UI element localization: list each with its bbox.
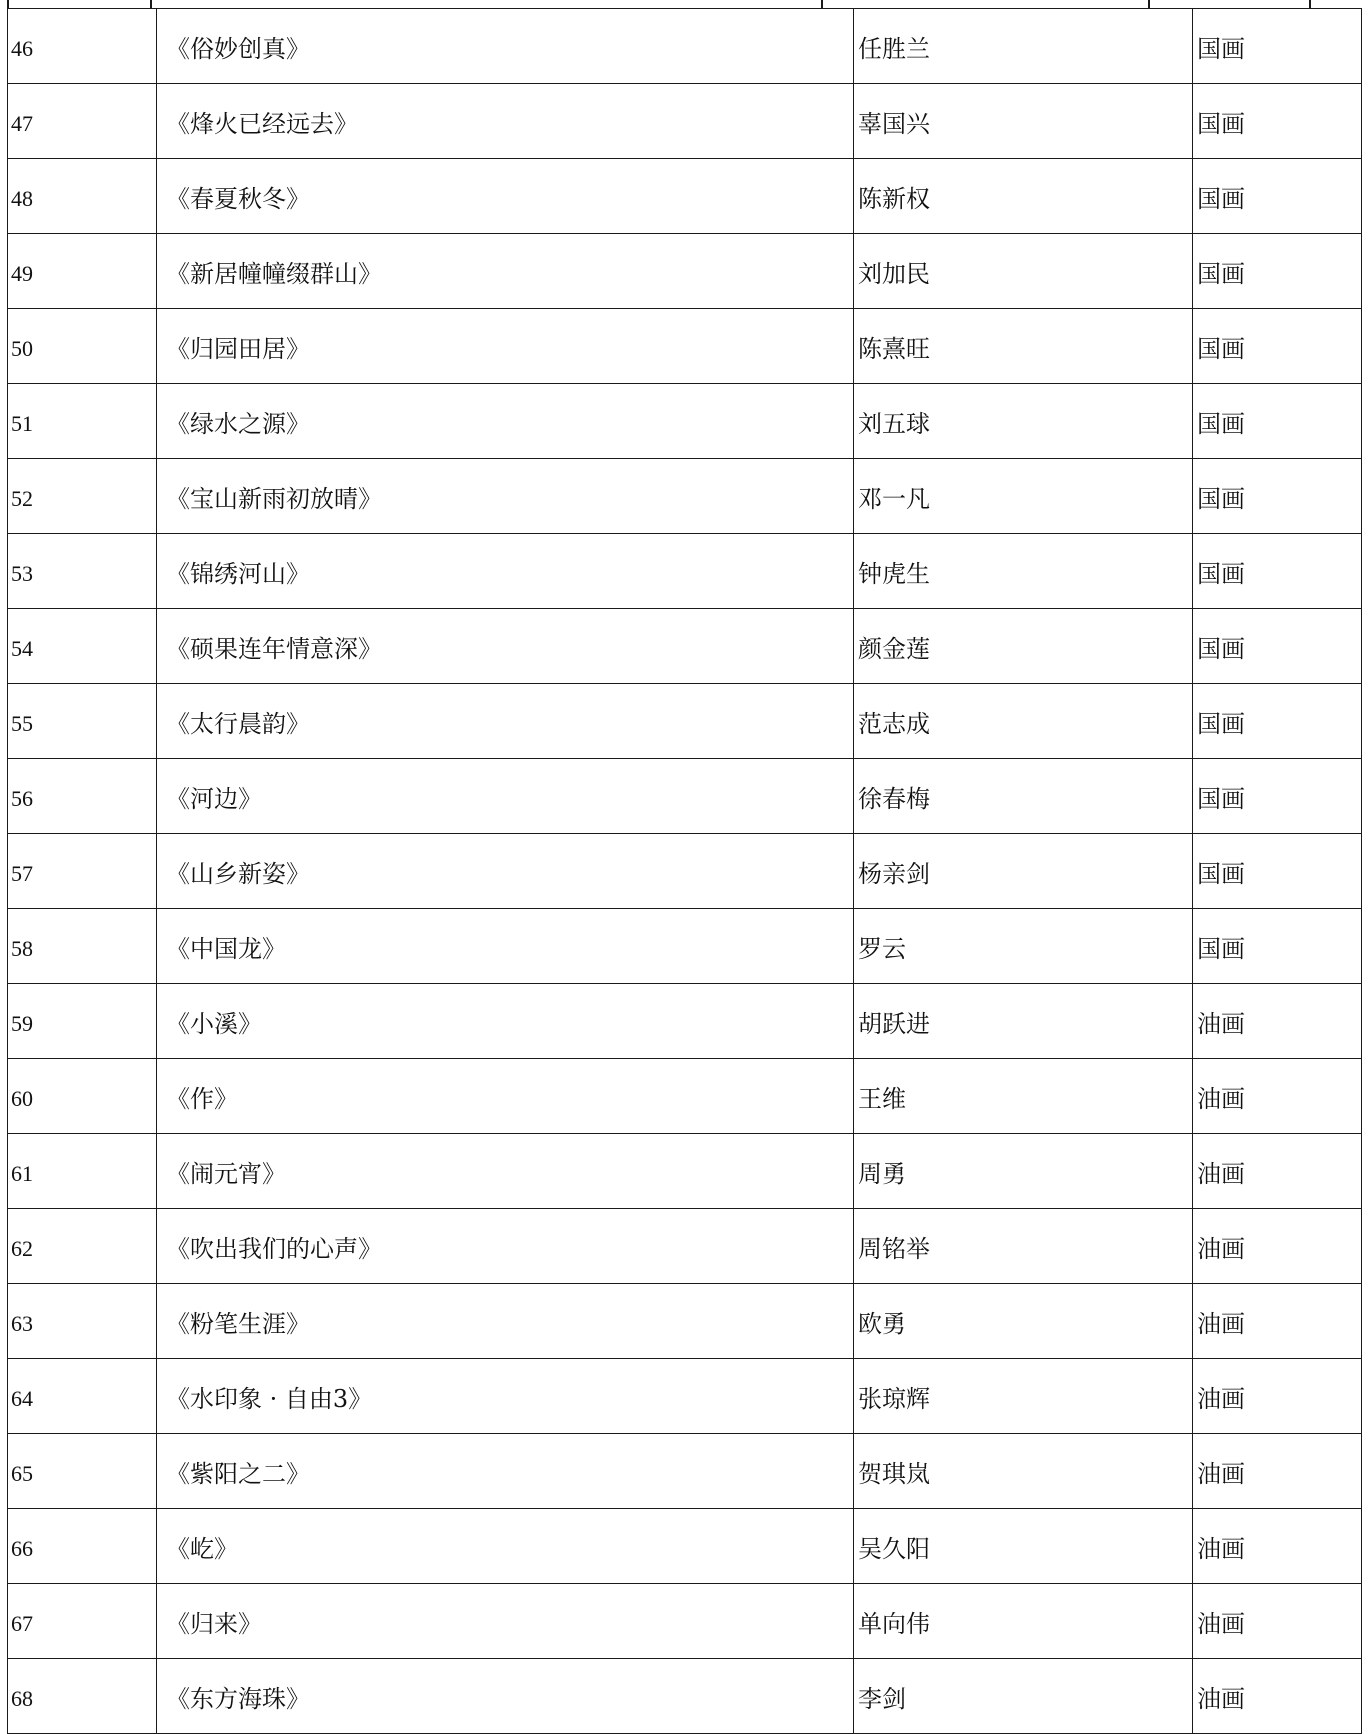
art-category-cell: 油画 bbox=[1193, 1434, 1362, 1509]
row-number-cell: 66 bbox=[8, 1509, 157, 1584]
artwork-title-cell: 《山乡新姿》 bbox=[157, 834, 854, 909]
artist-name-cell: 徐春梅 bbox=[854, 759, 1193, 834]
artist-name-cell: 邓一凡 bbox=[854, 459, 1193, 534]
table-row bbox=[8, 459, 1362, 534]
artist-name-cell: 罗云 bbox=[854, 909, 1193, 984]
row-number-cell: 57 bbox=[8, 834, 157, 909]
table-row bbox=[8, 9, 1362, 84]
art-category-cell: 油画 bbox=[1193, 1509, 1362, 1584]
artwork-title-cell: 《归来》 bbox=[157, 1584, 854, 1659]
art-category-cell: 油画 bbox=[1193, 1584, 1362, 1659]
table-row bbox=[8, 159, 1362, 234]
artwork-title-cell: 《中国龙》 bbox=[157, 909, 854, 984]
artist-name-cell: 周铭举 bbox=[854, 1209, 1193, 1284]
row-number-cell: 46 bbox=[8, 9, 157, 84]
art-category-cell: 国画 bbox=[1193, 9, 1362, 84]
row-number-cell: 55 bbox=[8, 684, 157, 759]
art-category-cell: 油画 bbox=[1193, 1059, 1362, 1134]
artwork-title-cell: 《东方海珠》 bbox=[157, 1659, 854, 1734]
table-row bbox=[8, 684, 1362, 759]
row-number-cell: 62 bbox=[8, 1209, 157, 1284]
artist-name-cell: 任胜兰 bbox=[854, 9, 1193, 84]
artist-name-cell: 陈新权 bbox=[854, 159, 1193, 234]
art-category-cell: 油画 bbox=[1193, 1209, 1362, 1284]
row-number-cell: 47 bbox=[8, 84, 157, 159]
table-row bbox=[8, 534, 1362, 609]
table-row bbox=[8, 84, 1362, 159]
art-category-cell: 国画 bbox=[1193, 684, 1362, 759]
artwork-title-cell: 《俗妙创真》 bbox=[157, 9, 854, 84]
art-category-cell: 国画 bbox=[1193, 384, 1362, 459]
table-row bbox=[8, 1209, 1362, 1284]
artwork-title-cell: 《闹元宵》 bbox=[157, 1134, 854, 1209]
artwork-table bbox=[7, 8, 1362, 1734]
row-number-cell: 63 bbox=[8, 1284, 157, 1359]
artwork-table-body bbox=[8, 9, 1362, 1734]
art-category-cell: 国画 bbox=[1193, 534, 1362, 609]
row-number-cell: 53 bbox=[8, 534, 157, 609]
artist-name-cell: 钟虎生 bbox=[854, 534, 1193, 609]
artist-name-cell: 张琼辉 bbox=[854, 1359, 1193, 1434]
row-number-cell: 61 bbox=[8, 1134, 157, 1209]
art-category-cell: 油画 bbox=[1193, 1359, 1362, 1434]
art-category-cell: 国画 bbox=[1193, 84, 1362, 159]
artwork-list-sheet bbox=[7, 8, 1361, 1734]
artist-name-cell: 范志成 bbox=[854, 684, 1193, 759]
row-number-cell: 56 bbox=[8, 759, 157, 834]
art-category-cell: 国画 bbox=[1193, 234, 1362, 309]
artist-name-cell: 颜金莲 bbox=[854, 609, 1193, 684]
artwork-title-cell: 《宝山新雨初放晴》 bbox=[157, 459, 854, 534]
artwork-title-cell: 《新居幢幢缀群山》 bbox=[157, 234, 854, 309]
artist-name-cell: 吴久阳 bbox=[854, 1509, 1193, 1584]
art-category-cell: 国画 bbox=[1193, 834, 1362, 909]
artist-name-cell: 陈熹旺 bbox=[854, 309, 1193, 384]
artwork-title-cell: 《小溪》 bbox=[157, 984, 854, 1059]
row-number-cell: 68 bbox=[8, 1659, 157, 1734]
table-row bbox=[8, 1434, 1362, 1509]
row-number-cell: 64 bbox=[8, 1359, 157, 1434]
artwork-title-cell: 《归园田居》 bbox=[157, 309, 854, 384]
table-row bbox=[8, 1059, 1362, 1134]
table-row bbox=[8, 309, 1362, 384]
art-category-cell: 国画 bbox=[1193, 309, 1362, 384]
row-number-cell: 49 bbox=[8, 234, 157, 309]
artwork-title-cell: 《烽火已经远去》 bbox=[157, 84, 854, 159]
artwork-title-cell: 《绿水之源》 bbox=[157, 384, 854, 459]
table-row bbox=[8, 834, 1362, 909]
row-number-cell: 65 bbox=[8, 1434, 157, 1509]
artwork-title-cell: 《春夏秋冬》 bbox=[157, 159, 854, 234]
art-category-cell: 国画 bbox=[1193, 459, 1362, 534]
table-row bbox=[8, 1284, 1362, 1359]
artwork-title-cell: 《硕果连年情意深》 bbox=[157, 609, 854, 684]
table-top-continuation bbox=[7, 0, 1361, 8]
artwork-title-cell: 《紫阳之二》 bbox=[157, 1434, 854, 1509]
artist-name-cell: 杨亲剑 bbox=[854, 834, 1193, 909]
art-category-cell: 油画 bbox=[1193, 1284, 1362, 1359]
table-row bbox=[8, 1659, 1362, 1734]
artist-name-cell: 贺琪岚 bbox=[854, 1434, 1193, 1509]
art-category-cell: 油画 bbox=[1193, 1659, 1362, 1734]
artwork-title-cell: 《屹》 bbox=[157, 1509, 854, 1584]
table-row bbox=[8, 1584, 1362, 1659]
artist-name-cell: 刘加民 bbox=[854, 234, 1193, 309]
art-category-cell: 国画 bbox=[1193, 159, 1362, 234]
table-row bbox=[8, 1509, 1362, 1584]
row-number-cell: 48 bbox=[8, 159, 157, 234]
artwork-title-cell: 《锦绣河山》 bbox=[157, 534, 854, 609]
artwork-title-cell: 《作》 bbox=[157, 1059, 854, 1134]
row-number-cell: 52 bbox=[8, 459, 157, 534]
artwork-title-cell: 《太行晨韵》 bbox=[157, 684, 854, 759]
row-number-cell: 50 bbox=[8, 309, 157, 384]
artist-name-cell: 王维 bbox=[854, 1059, 1193, 1134]
art-category-cell: 油画 bbox=[1193, 1134, 1362, 1209]
table-row bbox=[8, 759, 1362, 834]
art-category-cell: 油画 bbox=[1193, 984, 1362, 1059]
art-category-cell: 国画 bbox=[1193, 909, 1362, 984]
row-number-cell: 51 bbox=[8, 384, 157, 459]
table-row bbox=[8, 984, 1362, 1059]
row-number-cell: 58 bbox=[8, 909, 157, 984]
table-row bbox=[8, 384, 1362, 459]
artist-name-cell: 单向伟 bbox=[854, 1584, 1193, 1659]
artwork-title-cell: 《水印象 · 自由3》 bbox=[157, 1359, 854, 1434]
artist-name-cell: 辜国兴 bbox=[854, 84, 1193, 159]
artist-name-cell: 刘五球 bbox=[854, 384, 1193, 459]
artist-name-cell: 李剑 bbox=[854, 1659, 1193, 1734]
table-row bbox=[8, 909, 1362, 984]
artwork-title-cell: 《吹出我们的心声》 bbox=[157, 1209, 854, 1284]
artwork-title-cell: 《河边》 bbox=[157, 759, 854, 834]
artist-name-cell: 周勇 bbox=[854, 1134, 1193, 1209]
artwork-title-cell: 《粉笔生涯》 bbox=[157, 1284, 854, 1359]
row-number-cell: 59 bbox=[8, 984, 157, 1059]
row-number-cell: 60 bbox=[8, 1059, 157, 1134]
art-category-cell: 国画 bbox=[1193, 609, 1362, 684]
artist-name-cell: 胡跃进 bbox=[854, 984, 1193, 1059]
art-category-cell: 国画 bbox=[1193, 759, 1362, 834]
table-row bbox=[8, 609, 1362, 684]
table-row bbox=[8, 234, 1362, 309]
artist-name-cell: 欧勇 bbox=[854, 1284, 1193, 1359]
table-row bbox=[8, 1359, 1362, 1434]
row-number-cell: 54 bbox=[8, 609, 157, 684]
table-row bbox=[8, 1134, 1362, 1209]
row-number-cell: 67 bbox=[8, 1584, 157, 1659]
